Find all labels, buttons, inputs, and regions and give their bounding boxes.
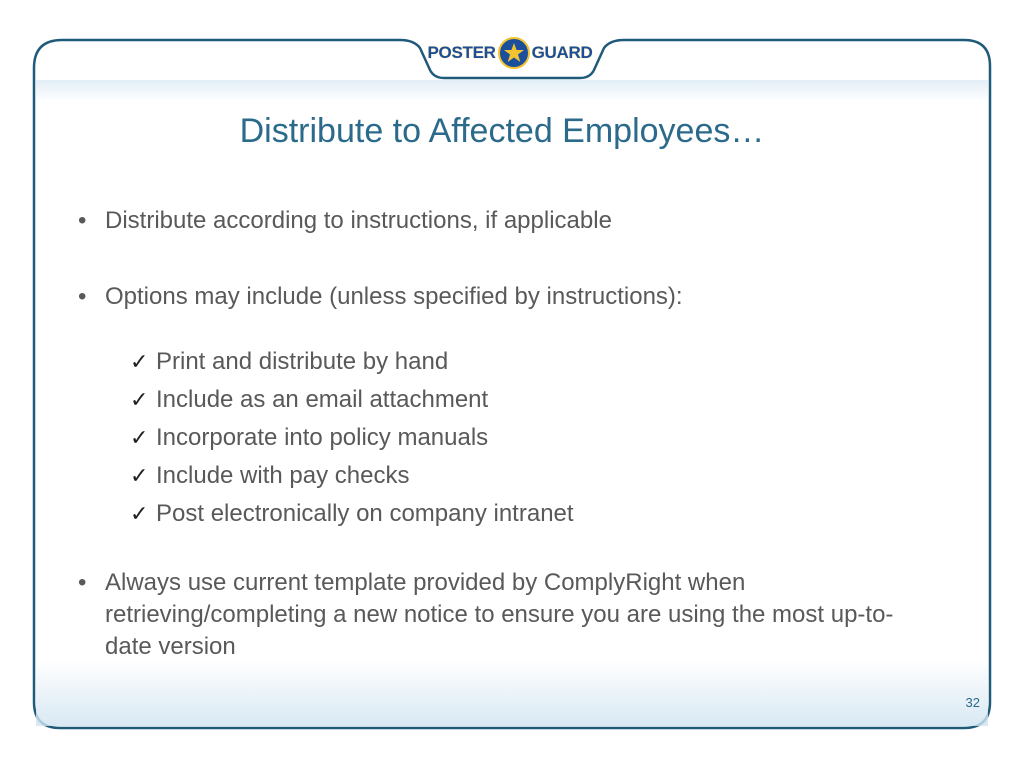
checkmark-icon: ✓	[130, 349, 149, 374]
logo-text-right: GUARD	[531, 43, 593, 62]
checkmark-icon: ✓	[130, 463, 149, 488]
bullet-text: Options may include (unless specified by instructions):	[105, 283, 683, 310]
checklist-text: Print and distribute by hand	[156, 348, 449, 375]
bullet-glyph: •	[78, 283, 87, 310]
bullet-item	[78, 567, 908, 663]
bullet-glyph: •	[78, 207, 87, 234]
page-number: 32	[965, 695, 980, 710]
bullet-item	[78, 281, 683, 313]
checklist-text: Post electronically on company intranet	[156, 500, 574, 527]
bullet-text: Always use current template provided by ComplyRight when retrieving/completing a new notice to ensure you are using the most up-to-date version	[105, 569, 894, 660]
checklist-item	[130, 457, 574, 495]
bullet-item	[78, 205, 612, 237]
bullet-text: Distribute according to instructions, if applicable	[105, 207, 612, 234]
poster-guard-logo	[426, 33, 594, 73]
checklist-text: Include with pay checks	[156, 462, 410, 489]
logo-text-left: POSTER	[427, 43, 496, 62]
checklist-item	[130, 419, 574, 457]
checklist	[130, 343, 574, 533]
slide-title: Distribute to Affected Employees…	[239, 112, 765, 150]
checkmark-icon: ✓	[130, 387, 149, 412]
checklist-item	[130, 495, 574, 533]
checklist-item	[130, 343, 574, 381]
checkmark-icon: ✓	[130, 501, 149, 526]
bullet-glyph: •	[78, 569, 87, 596]
checklist-text: Incorporate into policy manuals	[156, 424, 489, 451]
star-seal-icon	[498, 37, 530, 69]
checklist-item	[130, 381, 574, 419]
checkmark-icon: ✓	[130, 425, 149, 450]
checklist-text: Include as an email attachment	[156, 386, 489, 413]
